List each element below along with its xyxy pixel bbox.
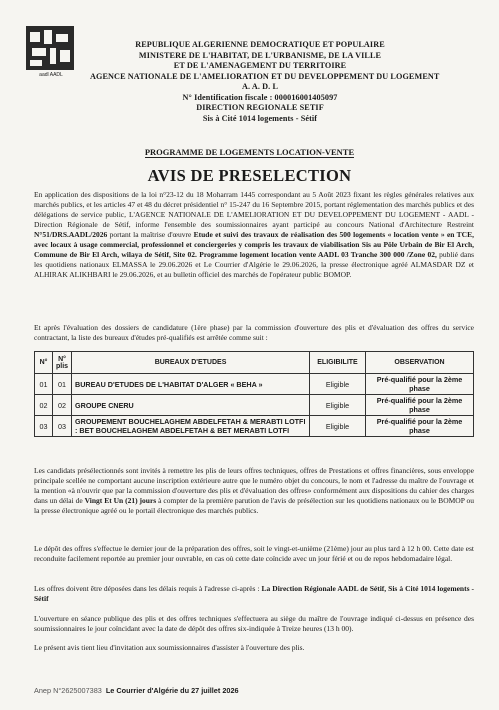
header-fiscal-id: N° Identification fiscale : 000016001405097	[182, 92, 338, 102]
row-bureau: GROUPEMENT BOUCHELAGHEM ABDELFETAH & MERABTI LOTFI : BET BOUCHELAGHEM ABDELFETAH & BET MERABTI LOTFI	[72, 416, 310, 437]
row-eligibility: Eligible	[310, 374, 366, 395]
col-num: N°	[35, 352, 53, 374]
table-header-row	[35, 352, 474, 374]
row-num: 03	[35, 416, 53, 437]
row-eligibility: Eligible	[310, 416, 366, 437]
table-row	[35, 416, 474, 437]
col-eligibility: ELIGIBILITE	[310, 352, 366, 374]
row-num: 02	[35, 395, 53, 416]
row-eligibility: Eligible	[310, 395, 366, 416]
row-pli: 03	[53, 416, 72, 437]
row-pli: 02	[53, 395, 72, 416]
paragraph-instructions: Les candidats présélectionnés sont invités à remettre les plis de leurs offres techniques, offres de Prestations et offres financières, sous enveloppe principale scellée ne comportant aucune inscription extérieure autre que le numéro objet du concours, le nom et l'adresse du maître de l'ouvrage et la mention «à n'ouvrir que par la commission d'ouverture des plis et d'évaluation des offres» conformément aux dispositions du cahier des charges dans un délai de Vingt Et Un (21) jours à compter de la première parution de l'avis de présélection sur les quotidiens nationaux ou le BOMOP ou la presse électronique agréé ou le portail électronique des marchés publics.	[34, 466, 475, 515]
row-bureau: GROUPE CNERU	[72, 395, 310, 416]
anep-number: Anep N°2625007383	[34, 686, 102, 695]
paragraph-deadline: Le dépôt des offres s'effectue le dernier jour de la préparation des offres, soit le vingt-et-unième (21ème) jour au plus tard à 12 h 00. Cette date est reconduite facilement reportée au premier jour ouvrable, en cas où cette date coïncide avec un jour férié et ou de repos hebdomadaire légal.	[34, 544, 474, 563]
footer-credit	[34, 686, 239, 695]
row-observation: Pré-qualifié pour la 2ème phase	[366, 395, 474, 416]
row-pli: 01	[53, 374, 72, 395]
paragraph-intro: En application des dispositions de la loi n°23-12 du 18 Moharram 1445 correspondant au 5 Août 2023 fixant les règles générales relatives aux marchés publics, et les articles 47 et 48 du décret présidentiel n° 15-247 du 16 Septembre 2015, portant réglementation des marchés publics et des délégations de service public, L'AGENCE NATIONALE DE L'AMELIORATION ET DU DEVELOPPEMENT DU LOGEMENT - AADL - Direction Régionale de Sétif, informe l'ensemble des soumissionnaires ayant participé au concours National d'Architecture Restreint N°51/DRS.AADL/2026 portant la maîtrise d'œuvre Etude et suivi des travaux de réalisation des 500 logements « location vente » en TCE, avec locaux à usage commercial, professionnel et conciergeries y compris les travaux de viabilisation Sis au Pôle Urbain de Bir El Arch, Commune de Bir El Arch, wilaya de Sétif, Site 02. Programme logement location vente AADL 03 Tranche 300 000 /Zone 02, publié dans les quotidiens nationaux ELMASSA le 29.06.2026 et Le Courrier d'Algérie le 29.06.2026, la presse électronique agréé ALMASDAR DZ et ALHIRAK ALIKHBARI le 29.06.2026, et au bulletin officiel des marchés de l'opérateur public BOMOP.	[34, 190, 474, 279]
logo-caption: aadl AADL	[39, 72, 63, 78]
newspaper-source: Le Courrier d'Algérie du 27 juillet 2026	[105, 686, 239, 695]
paragraph-invitation: Le présent avis tient lieu d'invitation aux soumissionnaires d'assister à l'ouverture des plis.	[34, 643, 305, 652]
notice-title: AVIS DE PRESELECTION	[147, 166, 352, 185]
row-num: 01	[35, 374, 53, 395]
header-direction: DIRECTION REGIONALE SETIF	[196, 103, 324, 112]
row-observation: Pré-qualifié pour la 2ème phase	[366, 416, 474, 437]
header-republic: REPUBLIQUE ALGERIENNE DEMOCRATIQUE ET POPULAIRE	[135, 40, 385, 49]
header-block	[90, 40, 440, 124]
header-agency: AGENCE NATIONALE DE L'AMELIORATION ET DU DEVELOPPEMENT DU LOGEMENT	[90, 71, 440, 81]
row-observation: Pré-qualifié pour la 2ème phase	[366, 374, 474, 395]
col-observation: OBSERVATION	[366, 352, 474, 374]
table-row	[35, 374, 474, 395]
header-acronym: A. A. D. L	[241, 82, 279, 91]
paragraph-address: Les offres doivent être déposées dans les délais requis à l'adresse ci-après : La Direction Régionale AADL de Sétif, Sis à Cité 1014 logements - Sétif	[34, 584, 474, 603]
paragraph-opening: L'ouverture en séance publique des plis et des offres techniques s'effectuera au siège du maître de l'ouvrage indiqué ci-dessus en présence des soumissionnaires le jour coïncidant avec la date de dépôt des offres six-indiquée à Treize heures (13 h 00).	[34, 614, 474, 633]
col-pli: N° plis	[53, 352, 72, 374]
preselection-table	[34, 351, 474, 437]
programme-heading: PROGRAMME DE LOGEMENTS LOCATION-VENTE	[144, 147, 355, 157]
header-address: Sis à Cité 1014 logements - Sétif	[202, 113, 318, 123]
paragraph-evaluation: Et après l'évaluation des dossiers de candidature (1ère phase) par la commission d'ouverture des plis et d'évaluation des offres du service contractant, la liste des bureaux d'études pré-qualifiés est arrêtée comme suit :	[34, 323, 474, 342]
header-ministry: MINISTERE DE L'HABITAT, DE L'URBANISME, DE LA VILLE	[138, 50, 382, 60]
header-ministry-2: ET DE L'AMENAGEMENT DU TERRITOIRE	[173, 61, 347, 70]
aadl-logo-icon	[26, 26, 74, 70]
col-bureau: BUREAUX D'ETUDES	[72, 352, 310, 374]
table-row	[35, 395, 474, 416]
row-bureau: BUREAU D'ETUDES DE L'HABITAT D'ALGER « BEHA »	[72, 374, 310, 395]
